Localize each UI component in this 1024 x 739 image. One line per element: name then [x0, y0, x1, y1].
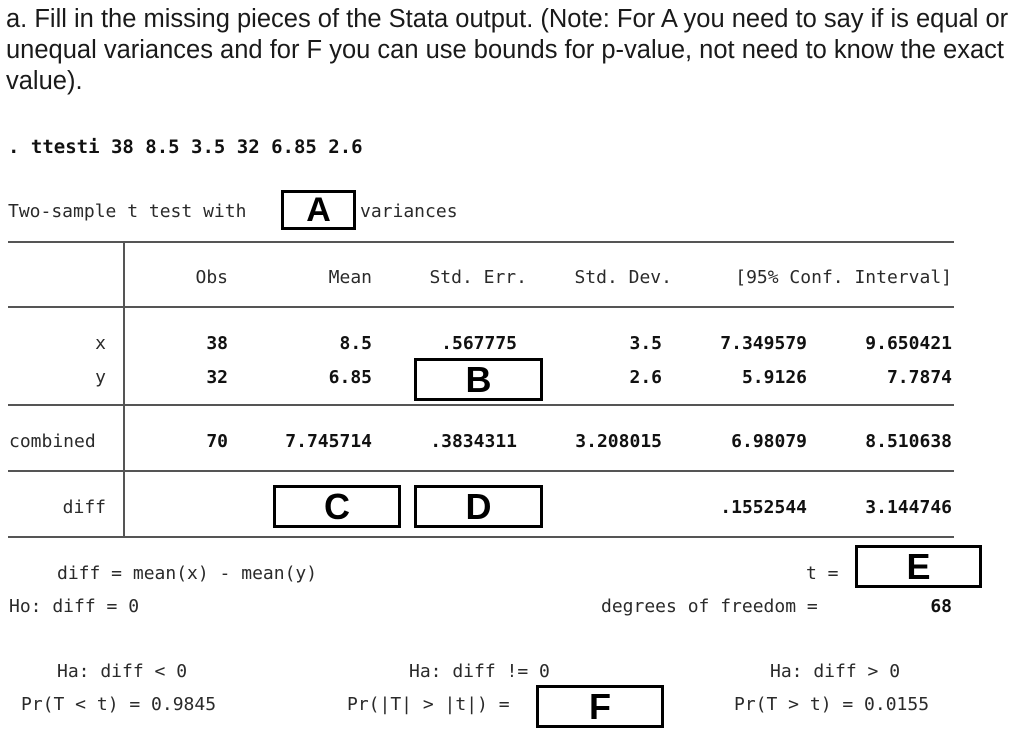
answer-box-c[interactable]: C	[273, 485, 401, 528]
row-diff-label: diff	[62, 497, 106, 518]
table-top-rule	[8, 241, 954, 243]
answer-box-b[interactable]: B	[414, 358, 543, 401]
pr-left: Pr(T < t) = 0.9845	[21, 694, 217, 715]
question-text: a. Fill in the missing pieces of the Stata output. (Note: For A you need to say if is equal or unequal variances and for F you can use bounds for p-value, not need to know the exact value).	[6, 5, 1009, 95]
answer-box-d[interactable]: D	[414, 485, 543, 528]
ha-left: Ha: diff < 0	[57, 661, 188, 682]
header-conf-interval: [95% Conf. Interval]	[735, 267, 952, 288]
diff-definition: diff = mean(x) - mean(y)	[57, 563, 318, 584]
row-y-label: y	[95, 367, 106, 388]
t-label: t =	[806, 563, 839, 584]
row-x-ci-high: 9.650421	[865, 333, 952, 354]
row-x-ci-low: 7.349579	[720, 333, 807, 354]
df-label: degrees of freedom =	[601, 596, 818, 617]
table-bottom-rule	[8, 536, 954, 538]
df-value: 68	[930, 596, 952, 617]
row-combined-ci-high: 8.510638	[865, 431, 952, 452]
rule-after-combined	[8, 470, 954, 472]
pr-two-sided: Pr(|T| > |t|) =	[347, 694, 510, 715]
row-x-obs: 38	[206, 333, 228, 354]
pr-right: Pr(T > t) = 0.0155	[734, 694, 930, 715]
row-diff-ci-low: .1552544	[720, 497, 807, 518]
header-std-err: Std. Err.	[429, 267, 527, 288]
row-x-label: x	[95, 333, 106, 354]
row-y-obs: 32	[206, 367, 228, 388]
row-combined-label: combined	[9, 431, 96, 452]
row-x-mean: 8.5	[339, 333, 372, 354]
ha-two-sided: Ha: diff != 0	[409, 661, 550, 682]
stata-command: . ttesti 38 8.5 3.5 32 6.85 2.6	[8, 136, 363, 158]
header-mean: Mean	[328, 267, 372, 288]
title-prefix: Two-sample t test with	[8, 201, 247, 222]
header-rule	[8, 306, 954, 308]
header-obs: Obs	[195, 267, 228, 288]
rule-after-y	[8, 404, 954, 406]
row-combined-ci-low: 6.98079	[731, 431, 807, 452]
null-hypothesis: Ho: diff = 0	[9, 596, 140, 617]
row-x-std-err: .567775	[441, 333, 517, 354]
row-y-std-dev: 2.6	[629, 367, 662, 388]
header-std-dev: Std. Dev.	[574, 267, 672, 288]
row-combined-std-dev: 3.208015	[575, 431, 662, 452]
ha-right: Ha: diff > 0	[770, 661, 901, 682]
row-y-ci-high: 7.7874	[886, 367, 952, 388]
row-combined-mean: 7.745714	[285, 431, 372, 452]
row-diff-ci-high: 3.144746	[865, 497, 952, 518]
row-combined-obs: 70	[206, 431, 228, 452]
answer-box-a[interactable]: A	[281, 190, 356, 230]
title-suffix: variances	[360, 201, 458, 222]
answer-box-f[interactable]: F	[536, 685, 664, 728]
row-y-ci-low: 5.9126	[741, 367, 807, 388]
answer-box-e[interactable]: E	[855, 545, 982, 588]
row-y-mean: 6.85	[328, 367, 372, 388]
row-combined-std-err: .3834311	[430, 431, 517, 452]
row-x-std-dev: 3.5	[629, 333, 662, 354]
table-divider	[123, 241, 125, 536]
